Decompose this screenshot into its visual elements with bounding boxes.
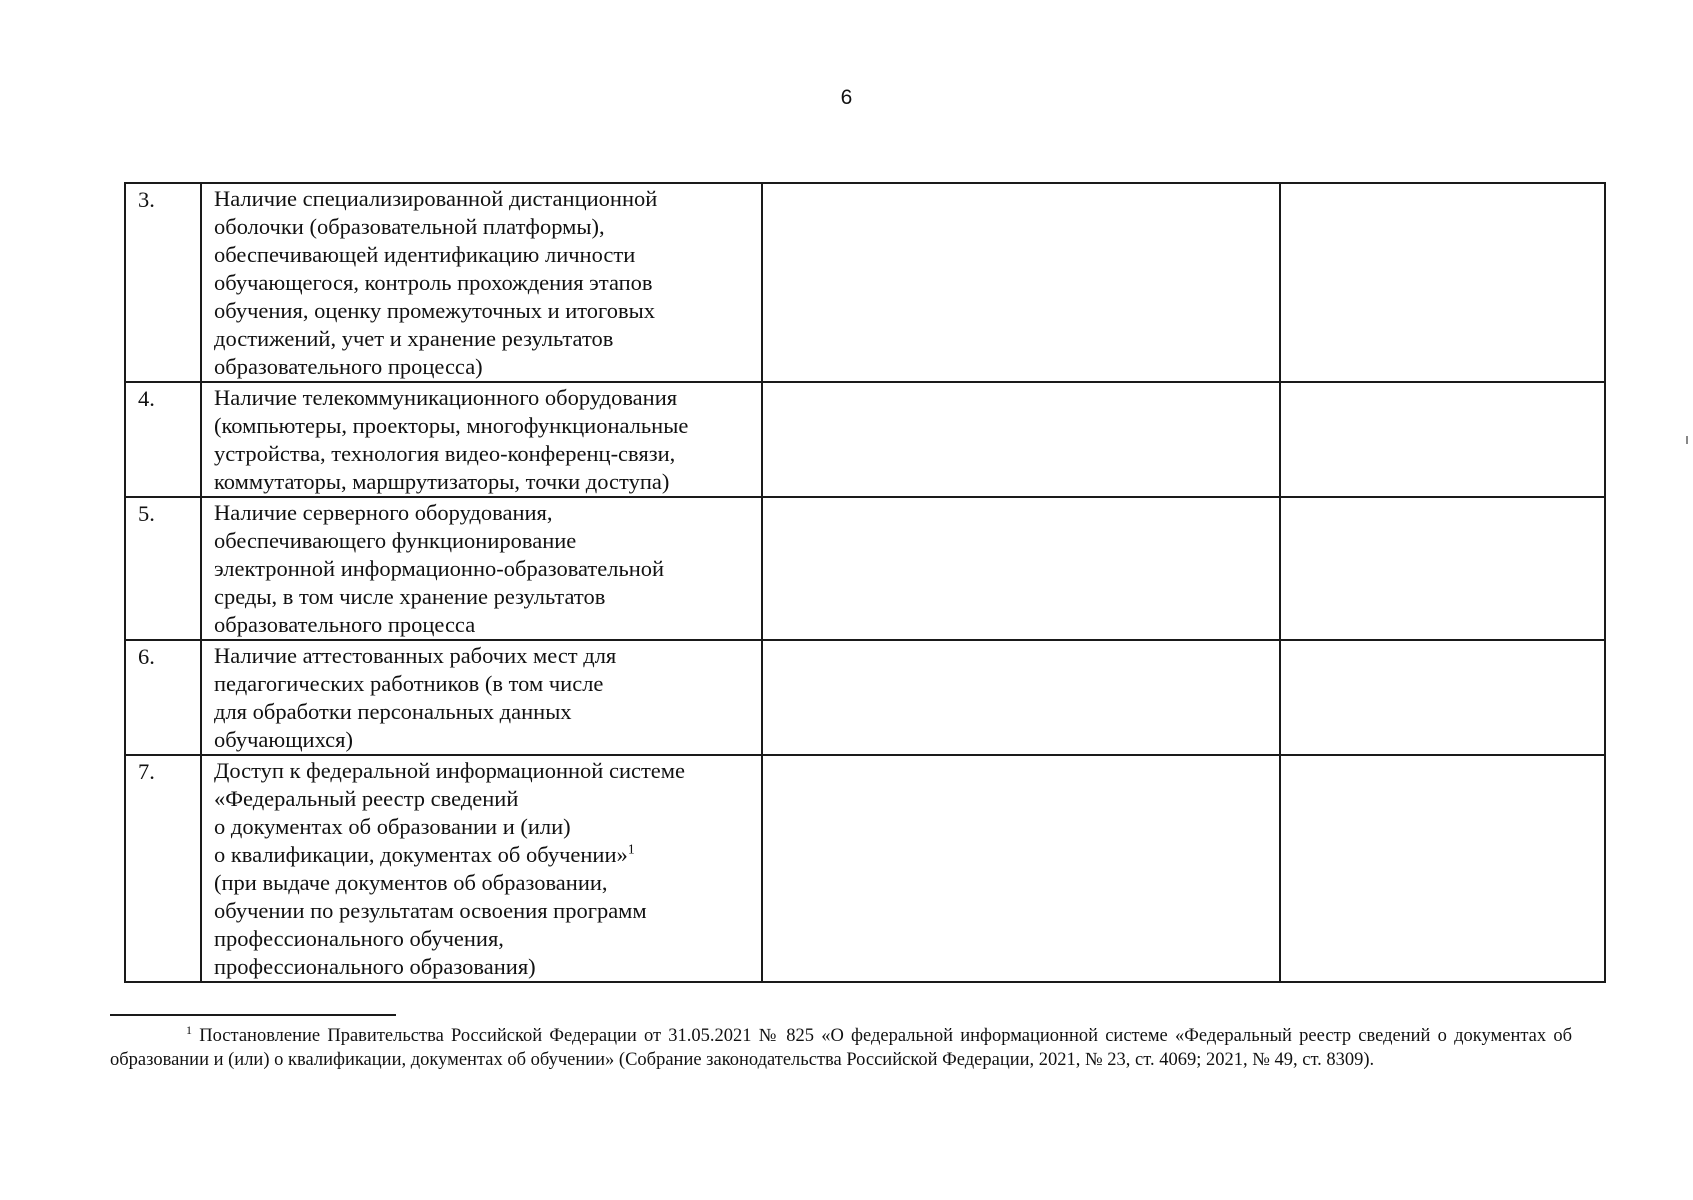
row-description: Наличие специализированной дистанционной оболочки (образовательной платформы), обеспечивающей идентификацию личности обучающегося, контроль прохождения этапов обучения, оценку промежуточных и итоговых достижений, учет и хранение результатов образовательного процесса) [201,183,762,382]
page-number: 6 [840,86,853,109]
empty-cell [1280,183,1605,382]
row-description-part: Доступ к федеральной информационной системе «Федеральный реестр сведений о документах об образовании и (или) о квалификации, документах об обучении» [214,758,686,867]
row-number: 3. [125,183,201,382]
footnote [110,1024,1572,1072]
empty-cell [1280,382,1605,497]
empty-cell [762,497,1280,640]
row-description: Наличие серверного оборудования, обеспечивающего функционирование электронной информационно-образовательной среды, в том числе хранение результатов образовательного процесса [201,497,762,640]
table-row [125,497,1605,640]
empty-cell [1280,497,1605,640]
empty-cell [762,640,1280,755]
table-row [125,640,1605,755]
row-description [201,755,762,982]
row-number: 5. [125,497,201,640]
footnote-separator [110,1014,396,1016]
scan-edge-mark [1686,436,1688,444]
empty-cell [1280,640,1605,755]
row-number: 4. [125,382,201,497]
row-description-part: (при выдаче документов об образовании, обучении по результатам освоения программ профессионального обучения, профессионального образования) [214,870,647,979]
table-row [125,382,1605,497]
row-number: 6. [125,640,201,755]
footnote-mark: 1 [186,1022,192,1037]
empty-cell [762,755,1280,982]
row-description: Наличие телекоммуникационного оборудования (компьютеры, проекторы, многофункциональные устройства, технология видео-конференц-связи, коммутаторы, маршрутизаторы, точки доступа) [201,382,762,497]
empty-cell [762,382,1280,497]
table-row [125,755,1605,982]
row-number: 7. [125,755,201,982]
empty-cell [762,183,1280,382]
requirements-table [124,182,1606,983]
empty-cell [1280,755,1605,982]
row-description: Наличие аттестованных рабочих мест для педагогических работников (в том числе для обработки персональных данных обучающихся) [201,640,762,755]
footnote-reference: 1 [627,842,635,858]
table-row [125,183,1605,382]
footnote-text: Постановление Правительства Российской Федерации от 31.05.2021 № 825 «О федеральной информационной системе «Федеральный реестр сведений о документах об образовании и (или) о квалификации, документах об обучении» (Собрание законодательства Российской Федерации, 2021, № 23, ст. 4069; 2021, № 49, ст. 8309). [110,1026,1573,1070]
